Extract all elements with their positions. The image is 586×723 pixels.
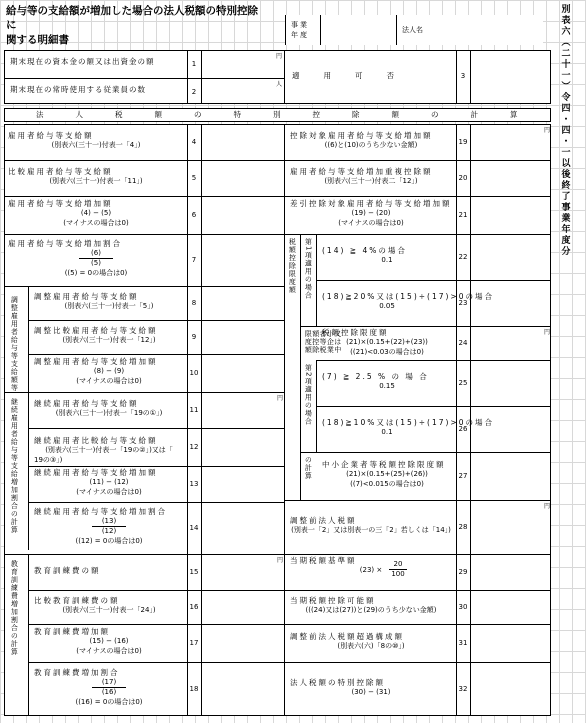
row-label: 雇用者給与等支給増加額	[8, 199, 113, 208]
row-number: 3	[460, 72, 466, 80]
row-formula: 0.05	[379, 302, 395, 310]
row-10-input[interactable]	[205, 358, 281, 388]
mid-subgroup1-label: 第1項適用の場合	[304, 238, 313, 300]
row-12-input[interactable]	[205, 432, 281, 462]
row-8-input[interactable]	[205, 290, 281, 316]
mid-group-label: 税額控除限度額	[288, 238, 297, 294]
divider	[284, 234, 551, 235]
fraction-denominator: (16)	[101, 688, 117, 696]
row-label: 継続雇用者給与等支給増加割合	[34, 507, 167, 516]
divider	[28, 624, 284, 625]
divider	[4, 78, 284, 79]
row-formula: (別表六(三十一)付表一「11」)	[49, 177, 143, 185]
unit-label: 円	[544, 503, 551, 510]
fiscal-year-label: 事業年度	[291, 21, 309, 39]
divider	[316, 360, 551, 361]
row-formula-cont: 19の③」)	[34, 456, 63, 464]
row-5-input[interactable]	[205, 164, 281, 192]
divider	[201, 50, 202, 104]
row-label: 教育訓練費増加額	[34, 627, 110, 636]
row-label: 調整比較雇用者給与等支給額	[34, 326, 158, 335]
row-number: 10	[189, 369, 199, 377]
left-group1-label: 調整雇用者給与等支給額等	[10, 296, 19, 392]
row-number: 19	[458, 138, 468, 146]
fiscal-year-field[interactable]	[330, 22, 390, 38]
divider	[470, 50, 471, 104]
row-14-input[interactable]	[205, 506, 281, 550]
divider	[28, 662, 284, 663]
row-formula: (21)×(0.15+(25)+(26))	[346, 470, 428, 478]
divider	[396, 15, 397, 45]
row-23-input[interactable]	[474, 284, 548, 322]
row-31-input[interactable]	[474, 628, 548, 658]
row-number: 2	[191, 88, 197, 96]
row-number: 15	[189, 568, 199, 576]
corporation-name-label: 法人名	[402, 26, 423, 34]
divider	[4, 160, 284, 161]
row-formula: (別表六(三十一)付表一「24」)	[62, 606, 156, 614]
form-side-label: 別表六（二十一）令四・四・一以後終了事業年度分	[559, 4, 570, 257]
row-label: 当期税額控除可能額	[290, 596, 376, 605]
row-formula: (19) − (20)	[351, 209, 391, 217]
row-19-input[interactable]	[474, 128, 548, 156]
row-formula: 0.15	[379, 382, 395, 390]
row-label: 教育訓練費の額	[34, 566, 101, 575]
divider	[316, 406, 551, 407]
row-number: 31	[458, 639, 468, 647]
row-note: (マイナスの場合は0)	[76, 488, 142, 496]
row-note: (マイナスの場合は0)	[63, 219, 129, 227]
row-15-input[interactable]	[205, 558, 281, 586]
applicability-input[interactable]	[474, 66, 544, 82]
capital-label: 期末現在の資本金の額又は出資金の額	[10, 57, 155, 66]
row-21-input[interactable]	[474, 200, 548, 230]
mid-or-label: 又は中小企業者等税額控除限度額	[304, 330, 342, 354]
row-number: 18	[189, 685, 199, 693]
row-label: 継続雇用者給与等支給増加額	[34, 468, 158, 477]
calc-header: 法人税額の特別控除額の計算	[36, 110, 550, 119]
row-number: 29	[458, 568, 468, 576]
row-label: 中小企業者等税額控除限度額	[322, 460, 446, 469]
row-number: 22	[458, 253, 468, 261]
form-title-line1: 給与等の支給額が増加した場合の法人税額の特別控除	[6, 5, 258, 17]
mid-subgroup2-label: 第2項適用の場合	[304, 364, 313, 426]
row-formula: (8) − (9)	[93, 367, 125, 375]
row-18-input[interactable]	[205, 666, 281, 712]
row-note: (マイナスの場合は0)	[76, 377, 142, 385]
divider	[284, 50, 285, 104]
divider	[284, 160, 551, 161]
row-30-input[interactable]	[474, 594, 548, 620]
row-formula: (30) − (31)	[351, 688, 391, 696]
form-title-line3: 関する明細書	[6, 34, 69, 46]
employee-count-label: 期末現在の常時使用する従業員の数	[10, 85, 146, 94]
corporation-name-field[interactable]	[440, 22, 540, 38]
row-formula: ((6)と(10)のうち少ない金額)	[324, 141, 418, 149]
row-formula: (11) − (12)	[89, 478, 129, 486]
row-note: ((21)<0.03の場合は0)	[350, 348, 424, 356]
row-label: 教育訓練費増加割合	[34, 668, 120, 677]
divider	[28, 428, 284, 429]
row-formula: (別表一「2」又は別表一の三「2」若しくは「14」)	[291, 526, 451, 534]
capital-input[interactable]	[203, 58, 273, 72]
unit-label: 円	[544, 127, 551, 134]
row-number: 20	[458, 174, 468, 182]
row-label: 比較教育訓練費の額	[34, 596, 120, 605]
row-label: (18)≧10%又は(15)÷(17)>0の場合	[322, 418, 494, 427]
left-group3-label: 教育訓練費増加割合の計算	[10, 560, 19, 656]
row-29-input[interactable]	[474, 558, 548, 586]
row-number: 17	[189, 639, 199, 647]
row-label: 比較雇用者給与等支給額	[8, 167, 113, 176]
divider	[320, 15, 321, 45]
row-7-input[interactable]	[205, 238, 281, 282]
row-4-input[interactable]	[205, 128, 281, 156]
divider	[300, 326, 551, 327]
row-label: 継続雇用者比較給与等支給額	[34, 436, 158, 445]
row-formula: (別表六(六)「8の⑩」)	[337, 642, 405, 650]
row-24-input[interactable]	[474, 330, 548, 356]
divider	[4, 196, 284, 197]
divider	[284, 554, 551, 555]
divider	[28, 502, 284, 503]
row-label: 雇用者給与等支給増加重複控除額	[290, 167, 433, 176]
row-note: ((16) = 0の場合は0)	[75, 698, 143, 706]
row-label: (18)≧20%又は(15)÷(17)>0の場合	[322, 292, 494, 301]
divider	[4, 234, 284, 235]
fraction-denominator: (5)	[91, 259, 101, 267]
divider	[28, 392, 29, 550]
divider	[316, 280, 551, 281]
fraction-numerator: (17)	[101, 678, 117, 686]
row-number: 12	[189, 443, 199, 451]
row-formula: 0.1	[381, 428, 393, 436]
row-number: 6	[191, 211, 197, 219]
employee-count-input[interactable]	[203, 86, 273, 100]
row-25-input[interactable]	[474, 364, 548, 402]
row-number: 14	[189, 524, 199, 532]
fraction-denominator: 100	[391, 570, 405, 578]
fraction-numerator: (13)	[101, 517, 117, 525]
divider	[300, 234, 301, 500]
row-number: 30	[458, 603, 468, 611]
divider	[28, 590, 284, 591]
row-16-input[interactable]	[205, 594, 281, 620]
divider	[284, 624, 551, 625]
divider	[300, 452, 551, 453]
row-number: 7	[191, 256, 197, 264]
row-formula: (別表六(三十一)付表一「19の①」)	[55, 409, 163, 417]
unit-label: 円	[277, 557, 284, 564]
row-number: 32	[458, 685, 468, 693]
row-number: 5	[191, 174, 197, 182]
mid-calc-label: の計算	[304, 456, 313, 480]
row-label: (7) ≧ 2.5 % の 場 合	[322, 372, 429, 381]
divider	[284, 662, 551, 663]
divider	[28, 286, 29, 392]
row-formula: (15) − (16)	[89, 637, 129, 645]
row-formula: (別表六(三十一)付表一「19の②」)又は「	[45, 446, 173, 454]
row-formula: (4) − (5)	[80, 209, 112, 217]
row-label: 控除対象雇用者給与等支給増加額	[290, 131, 433, 140]
row-9-input[interactable]	[205, 324, 281, 350]
row-number: 28	[458, 523, 468, 531]
row-formula: (別表六(三十一)付表二「12」)	[324, 177, 418, 185]
row-6-input[interactable]	[205, 200, 281, 230]
row-label: 継続雇用者給与等支給額	[34, 399, 139, 408]
divider	[284, 124, 285, 716]
row-fraction	[34, 518, 184, 535]
row-number: 13	[189, 480, 199, 488]
row-fraction	[387, 561, 409, 578]
row-label: 雇用者給与等支給増加割合	[8, 239, 122, 248]
row-27-input[interactable]	[474, 456, 548, 496]
row-label: 差引控除対象雇用者給与等支給増加額	[290, 199, 452, 208]
divider	[28, 554, 29, 716]
divider	[4, 392, 284, 393]
row-note: ((12) = 0の場合は0)	[75, 537, 143, 545]
row-label: 調整前法人税額超過構成額	[290, 632, 404, 641]
row-number: 21	[458, 211, 468, 219]
row-label: 雇用者給与等支給額	[8, 131, 94, 140]
divider	[284, 500, 551, 501]
row-number: 8	[191, 299, 197, 307]
row-number: 25	[458, 379, 468, 387]
row-formula: 0.1	[381, 256, 393, 264]
row-26-input[interactable]	[474, 410, 548, 448]
form-title-line2: に	[6, 19, 17, 31]
fraction-denominator: (12)	[101, 527, 117, 535]
row-label: 当期税額基準額	[290, 556, 357, 565]
row-formula: (別表六(三十一)付表一「5」)	[64, 302, 154, 310]
row-17-input[interactable]	[205, 628, 281, 658]
divider	[28, 320, 284, 321]
row-label: 法人税額の特別控除額	[290, 678, 385, 687]
row-formula: (21)×(0.15+(22)+(23))	[346, 338, 428, 346]
row-number: 4	[191, 138, 197, 146]
row-28-input[interactable]	[474, 504, 548, 550]
row-label: 調整前法人税額	[290, 516, 357, 525]
row-formula: (23) ×	[359, 566, 383, 574]
row-number: 24	[458, 339, 468, 347]
row-label: 税額控除限度額	[322, 328, 389, 337]
applicability-label: 適用可否	[292, 71, 418, 80]
row-label: (14) ≧ 4%の場合	[322, 246, 407, 255]
divider	[201, 124, 202, 716]
divider	[284, 590, 551, 591]
row-note: (マイナスの場合は0)	[338, 219, 404, 227]
divider	[4, 286, 284, 287]
unit-label: 円	[544, 329, 551, 336]
row-number: 23	[458, 299, 468, 307]
left-group2-label: 継続雇用者給与等支給増加割合の計算	[10, 398, 19, 534]
fraction-numerator: 20	[393, 560, 403, 568]
row-number: 11	[189, 406, 199, 414]
row-number: 26	[458, 425, 468, 433]
row-number: 1	[191, 60, 197, 68]
row-note: ((7)<0.015の場合は0)	[350, 480, 424, 488]
divider	[28, 354, 284, 355]
unit-label: 人	[276, 81, 283, 88]
divider	[4, 554, 284, 555]
unit-label: 円	[277, 395, 284, 402]
unit-label: 円	[276, 53, 283, 60]
row-number: 9	[191, 333, 197, 341]
row-label: 調整雇用者給与等支給額	[34, 292, 139, 301]
row-22-input[interactable]	[474, 238, 548, 276]
row-number: 27	[458, 472, 468, 480]
divider	[284, 196, 551, 197]
row-11-input[interactable]	[205, 396, 281, 424]
row-20-input[interactable]	[474, 164, 548, 192]
row-note: (マイナスの場合は0)	[76, 647, 142, 655]
row-fraction	[8, 250, 184, 267]
row-label: 調整雇用者給与等支給増加額	[34, 357, 158, 366]
row-13-input[interactable]	[205, 470, 281, 498]
divider	[28, 466, 284, 467]
row-32-input[interactable]	[474, 666, 548, 712]
row-formula: (別表六(三十一)付表一「12」)	[62, 336, 156, 344]
row-formula: (別表六(三十一)付表一「4」)	[51, 141, 141, 149]
row-formula: (((24)又は(27))と(29)のうち少ない金額)	[305, 606, 437, 614]
row-number: 16	[189, 603, 199, 611]
row-fraction	[34, 679, 184, 696]
fraction-numerator: (6)	[91, 249, 101, 257]
row-note: ((5) = 0の場合は0)	[64, 269, 128, 277]
